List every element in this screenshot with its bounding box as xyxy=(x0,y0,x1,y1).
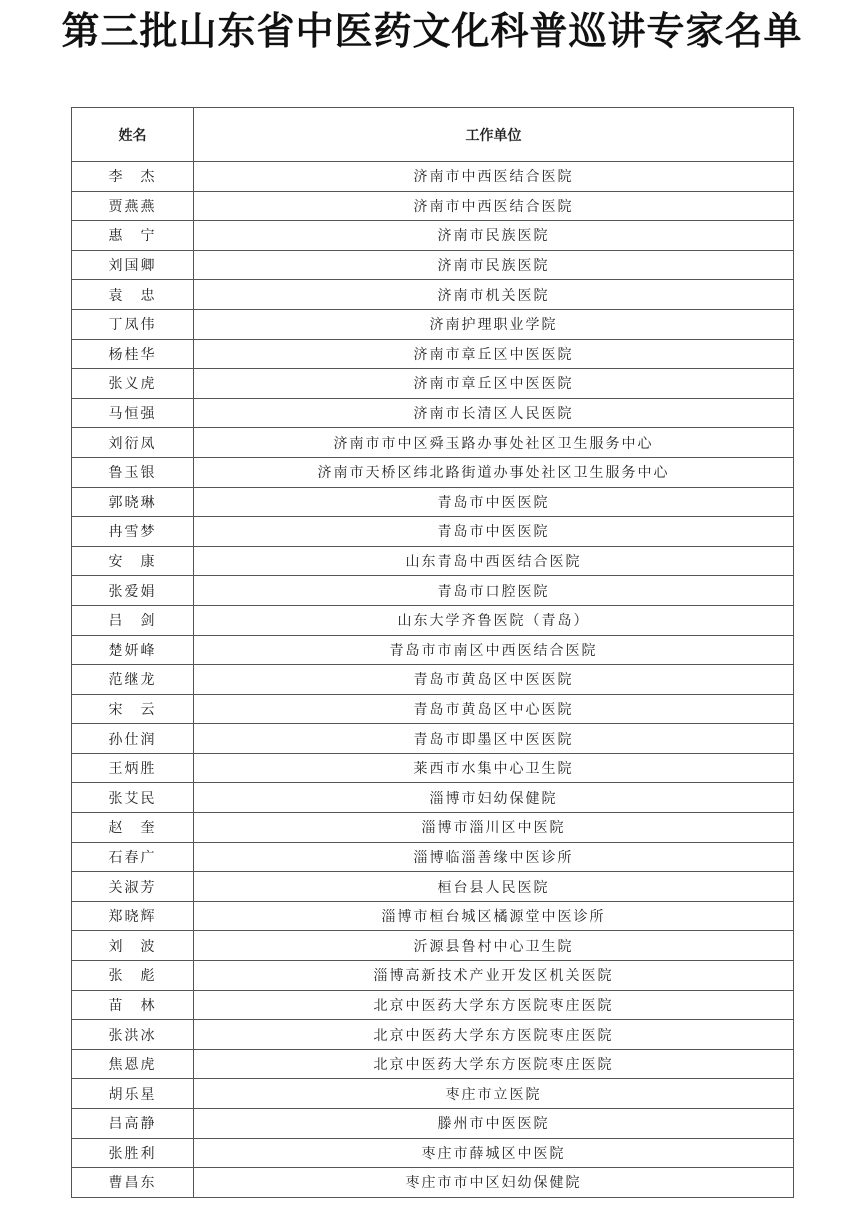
table-row xyxy=(72,813,794,843)
work-unit-cell: 淄博市桓台城区橘源堂中医诊所 xyxy=(194,901,794,931)
table-row xyxy=(72,162,794,192)
table-row xyxy=(72,931,794,961)
expert-name-cell: 张义虎 xyxy=(72,369,194,399)
table-header xyxy=(72,108,794,162)
expert-name-cell: 杨桂华 xyxy=(72,339,194,369)
table-row xyxy=(72,694,794,724)
expert-name-cell: 鲁玉银 xyxy=(72,457,194,487)
expert-name-cell: 李 杰 xyxy=(72,162,194,192)
table-row xyxy=(72,990,794,1020)
expert-name-cell: 郭晓琳 xyxy=(72,487,194,517)
expert-name-cell: 关淑芳 xyxy=(72,872,194,902)
work-unit-cell: 济南市民族医院 xyxy=(194,250,794,280)
expert-name-cell: 丁凤伟 xyxy=(72,309,194,339)
work-unit-cell: 青岛市市南区中西医结合医院 xyxy=(194,635,794,665)
expert-roster-table xyxy=(71,107,794,1198)
table-row xyxy=(72,1168,794,1198)
expert-name-cell: 苗 林 xyxy=(72,990,194,1020)
expert-name-cell: 安 康 xyxy=(72,546,194,576)
table-row xyxy=(72,842,794,872)
work-unit-cell: 济南护理职业学院 xyxy=(194,309,794,339)
table-row xyxy=(72,901,794,931)
table-row xyxy=(72,605,794,635)
table-row xyxy=(72,487,794,517)
work-unit-cell: 枣庄市薛城区中医院 xyxy=(194,1138,794,1168)
table-row xyxy=(72,635,794,665)
work-unit-cell: 济南市中西医结合医院 xyxy=(194,191,794,221)
expert-name-cell: 张洪冰 xyxy=(72,1020,194,1050)
table-row xyxy=(72,546,794,576)
table-row xyxy=(72,665,794,695)
work-unit-cell: 济南市民族医院 xyxy=(194,221,794,251)
expert-name-cell: 范继龙 xyxy=(72,665,194,695)
table-row xyxy=(72,428,794,458)
expert-name-cell: 郑晓辉 xyxy=(72,901,194,931)
column-header-name: 姓名 xyxy=(72,108,194,162)
work-unit-cell: 枣庄市市中区妇幼保健院 xyxy=(194,1168,794,1198)
expert-name-cell: 袁 忠 xyxy=(72,280,194,310)
work-unit-cell: 北京中医药大学东方医院枣庄医院 xyxy=(194,990,794,1020)
work-unit-cell: 济南市机关医院 xyxy=(194,280,794,310)
work-unit-cell: 青岛市黄岛区中医医院 xyxy=(194,665,794,695)
table-row xyxy=(72,576,794,606)
expert-name-cell: 贾燕燕 xyxy=(72,191,194,221)
expert-name-cell: 胡乐星 xyxy=(72,1079,194,1109)
work-unit-cell: 莱西市水集中心卫生院 xyxy=(194,753,794,783)
table-row xyxy=(72,280,794,310)
work-unit-cell: 山东大学齐鲁医院（青岛） xyxy=(194,605,794,635)
expert-name-cell: 吕 剑 xyxy=(72,605,194,635)
work-unit-cell: 滕州市中医医院 xyxy=(194,1109,794,1139)
table-row xyxy=(72,872,794,902)
table-row xyxy=(72,1079,794,1109)
expert-name-cell: 宋 云 xyxy=(72,694,194,724)
expert-name-cell: 曹昌东 xyxy=(72,1168,194,1198)
work-unit-cell: 山东青岛中西医结合医院 xyxy=(194,546,794,576)
work-unit-cell: 青岛市黄岛区中心医院 xyxy=(194,694,794,724)
table-row xyxy=(72,783,794,813)
work-unit-cell: 沂源县鲁村中心卫生院 xyxy=(194,931,794,961)
page-title: 第三批山东省中医药文化科普巡讲专家名单 xyxy=(61,8,803,53)
expert-name-cell: 马恒强 xyxy=(72,398,194,428)
work-unit-cell: 淄博高新技术产业开发区机关医院 xyxy=(194,961,794,991)
table-row xyxy=(72,1138,794,1168)
work-unit-cell: 青岛市即墨区中医医院 xyxy=(194,724,794,754)
table-row xyxy=(72,753,794,783)
work-unit-cell: 淄博市淄川区中医院 xyxy=(194,813,794,843)
expert-name-cell: 吕高静 xyxy=(72,1109,194,1139)
expert-name-cell: 王炳胜 xyxy=(72,753,194,783)
expert-name-cell: 孙仕润 xyxy=(72,724,194,754)
expert-name-cell: 张爱娟 xyxy=(72,576,194,606)
work-unit-cell: 济南市章丘区中医医院 xyxy=(194,369,794,399)
table-row xyxy=(72,369,794,399)
work-unit-cell: 济南市章丘区中医医院 xyxy=(194,339,794,369)
expert-name-cell: 冉雪梦 xyxy=(72,517,194,547)
expert-name-cell: 刘国卿 xyxy=(72,250,194,280)
table-row xyxy=(72,398,794,428)
column-header-unit: 工作单位 xyxy=(194,108,794,162)
table-row xyxy=(72,339,794,369)
table-row xyxy=(72,221,794,251)
table-row xyxy=(72,1020,794,1050)
work-unit-cell: 济南市天桥区纬北路街道办事处社区卫生服务中心 xyxy=(194,457,794,487)
table-row xyxy=(72,517,794,547)
expert-name-cell: 焦恩虎 xyxy=(72,1049,194,1079)
work-unit-cell: 淄博市妇幼保健院 xyxy=(194,783,794,813)
header-row xyxy=(72,108,794,162)
expert-name-cell: 张艾民 xyxy=(72,783,194,813)
work-unit-cell: 桓台县人民医院 xyxy=(194,872,794,902)
expert-name-cell: 赵 奎 xyxy=(72,813,194,843)
table-row xyxy=(72,309,794,339)
work-unit-cell: 青岛市口腔医院 xyxy=(194,576,794,606)
work-unit-cell: 青岛市中医医院 xyxy=(194,487,794,517)
expert-name-cell: 刘 波 xyxy=(72,931,194,961)
table-row xyxy=(72,191,794,221)
expert-name-cell: 张 彪 xyxy=(72,961,194,991)
table-row xyxy=(72,250,794,280)
work-unit-cell: 北京中医药大学东方医院枣庄医院 xyxy=(194,1020,794,1050)
expert-name-cell: 楚妍峰 xyxy=(72,635,194,665)
table-body xyxy=(72,162,794,1198)
work-unit-cell: 济南市中西医结合医院 xyxy=(194,162,794,192)
table-row xyxy=(72,457,794,487)
expert-name-cell: 惠 宁 xyxy=(72,221,194,251)
table-row xyxy=(72,1109,794,1139)
work-unit-cell: 淄博临淄善缘中医诊所 xyxy=(194,842,794,872)
table-row xyxy=(72,724,794,754)
work-unit-cell: 北京中医药大学东方医院枣庄医院 xyxy=(194,1049,794,1079)
table-row xyxy=(72,961,794,991)
work-unit-cell: 济南市长清区人民医院 xyxy=(194,398,794,428)
table-row xyxy=(72,1049,794,1079)
work-unit-cell: 青岛市中医医院 xyxy=(194,517,794,547)
work-unit-cell: 济南市市中区舜玉路办事处社区卫生服务中心 xyxy=(194,428,794,458)
work-unit-cell: 枣庄市立医院 xyxy=(194,1079,794,1109)
expert-name-cell: 张胜利 xyxy=(72,1138,194,1168)
expert-name-cell: 石春广 xyxy=(72,842,194,872)
expert-name-cell: 刘衍凤 xyxy=(72,428,194,458)
